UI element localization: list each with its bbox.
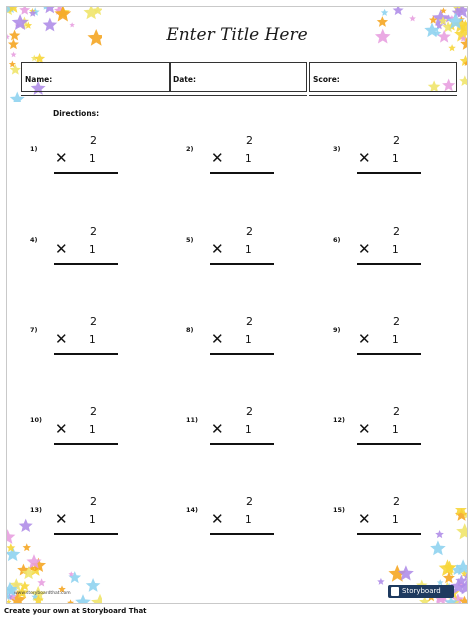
- multiplier: 1: [89, 424, 96, 436]
- problem-7: [30, 315, 120, 373]
- name-label: Name:: [25, 75, 53, 84]
- score-label: Score:: [313, 75, 340, 84]
- answer-line[interactable]: [357, 172, 421, 174]
- answer-line[interactable]: [54, 263, 118, 265]
- problem-number: 1): [30, 145, 38, 153]
- times-icon: ✕: [358, 330, 371, 348]
- multiplier: 1: [392, 244, 399, 256]
- problem-3: [333, 134, 423, 192]
- times-icon: ✕: [358, 240, 371, 258]
- multiplicand: 2: [393, 405, 400, 418]
- multiplicand: 2: [90, 134, 97, 147]
- multiplier: 1: [245, 244, 252, 256]
- multiplicand: 2: [90, 315, 97, 328]
- problem-9: [333, 315, 423, 373]
- multiplier: 1: [392, 153, 399, 165]
- multiplier: 1: [89, 334, 96, 346]
- multiplicand: 2: [90, 495, 97, 508]
- problem-10: [30, 405, 120, 463]
- multiplicand: 2: [246, 315, 253, 328]
- multiplicand: 2: [393, 134, 400, 147]
- times-icon: ✕: [211, 149, 224, 167]
- problem-number: 15): [333, 506, 346, 514]
- problem-1: [30, 134, 120, 192]
- times-icon: ✕: [211, 420, 224, 438]
- problem-6: [333, 225, 423, 283]
- multiplicand: 2: [246, 405, 253, 418]
- times-icon: ✕: [55, 330, 68, 348]
- problem-number: 2): [186, 145, 194, 153]
- problem-number: 12): [333, 416, 346, 424]
- problem-number: 11): [186, 416, 199, 424]
- multiplicand: 2: [393, 495, 400, 508]
- problem-number: 9): [333, 326, 341, 334]
- answer-line[interactable]: [210, 533, 274, 535]
- answer-line[interactable]: [357, 443, 421, 445]
- answer-line[interactable]: [210, 353, 274, 355]
- answer-line[interactable]: [54, 533, 118, 535]
- answer-line[interactable]: [357, 263, 421, 265]
- answer-line[interactable]: [210, 172, 274, 174]
- answer-line[interactable]: [54, 443, 118, 445]
- multiplicand: 2: [393, 315, 400, 328]
- multiplicand: 2: [90, 405, 97, 418]
- multiplier: 1: [392, 334, 399, 346]
- storyboard-logo: [388, 585, 454, 598]
- problem-5: [186, 225, 276, 283]
- multiplicand: 2: [393, 225, 400, 238]
- problem-number: 5): [186, 236, 194, 244]
- answer-line[interactable]: [54, 353, 118, 355]
- multiplier: 1: [245, 514, 252, 526]
- multiplicand: 2: [246, 134, 253, 147]
- problem-number: 10): [30, 416, 43, 424]
- name-field[interactable]: [21, 62, 171, 92]
- problem-number: 3): [333, 145, 341, 153]
- answer-line[interactable]: [210, 263, 274, 265]
- multiplier: 1: [89, 514, 96, 526]
- problem-12: [333, 405, 423, 463]
- multiplier: 1: [245, 153, 252, 165]
- times-icon: ✕: [358, 149, 371, 167]
- credit-text: Create your own at Storyboard That: [4, 607, 147, 615]
- times-icon: ✕: [211, 510, 224, 528]
- problem-4: [30, 225, 120, 283]
- problem-15: [333, 495, 423, 553]
- multiplier: 1: [89, 153, 96, 165]
- storyboard-logo-icon: [391, 587, 399, 596]
- times-icon: ✕: [358, 510, 371, 528]
- storyboard-logo-text: Storyboard: [402, 587, 441, 595]
- multiplicand: 2: [246, 495, 253, 508]
- problem-number: 14): [186, 506, 199, 514]
- problem-8: [186, 315, 276, 373]
- problem-number: 6): [333, 236, 341, 244]
- problem-number: 13): [30, 506, 43, 514]
- problem-2: [186, 134, 276, 192]
- footer-url: www.storyboardthat.com: [14, 591, 71, 596]
- multiplicand: 2: [90, 225, 97, 238]
- multiplicand: 2: [246, 225, 253, 238]
- problem-14: [186, 495, 276, 553]
- problem-13: [30, 495, 120, 553]
- times-icon: ✕: [211, 330, 224, 348]
- problem-number: 4): [30, 236, 38, 244]
- score-field[interactable]: [309, 62, 457, 92]
- times-icon: ✕: [55, 510, 68, 528]
- times-icon: ✕: [55, 149, 68, 167]
- times-icon: ✕: [55, 240, 68, 258]
- directions-label: Directions:: [53, 109, 100, 118]
- date-label: Date:: [173, 75, 196, 84]
- times-icon: ✕: [211, 240, 224, 258]
- multiplier: 1: [245, 334, 252, 346]
- answer-line[interactable]: [357, 353, 421, 355]
- multiplier: 1: [89, 244, 96, 256]
- problem-11: [186, 405, 276, 463]
- problem-number: 7): [30, 326, 38, 334]
- times-icon: ✕: [358, 420, 371, 438]
- answer-line[interactable]: [357, 533, 421, 535]
- answer-line[interactable]: [210, 443, 274, 445]
- date-field[interactable]: [169, 62, 307, 92]
- answer-line[interactable]: [54, 172, 118, 174]
- times-icon: ✕: [55, 420, 68, 438]
- worksheet-title[interactable]: Enter Title Here: [166, 25, 308, 45]
- multiplier: 1: [245, 424, 252, 436]
- problem-number: 8): [186, 326, 194, 334]
- multiplier: 1: [392, 424, 399, 436]
- multiplier: 1: [392, 514, 399, 526]
